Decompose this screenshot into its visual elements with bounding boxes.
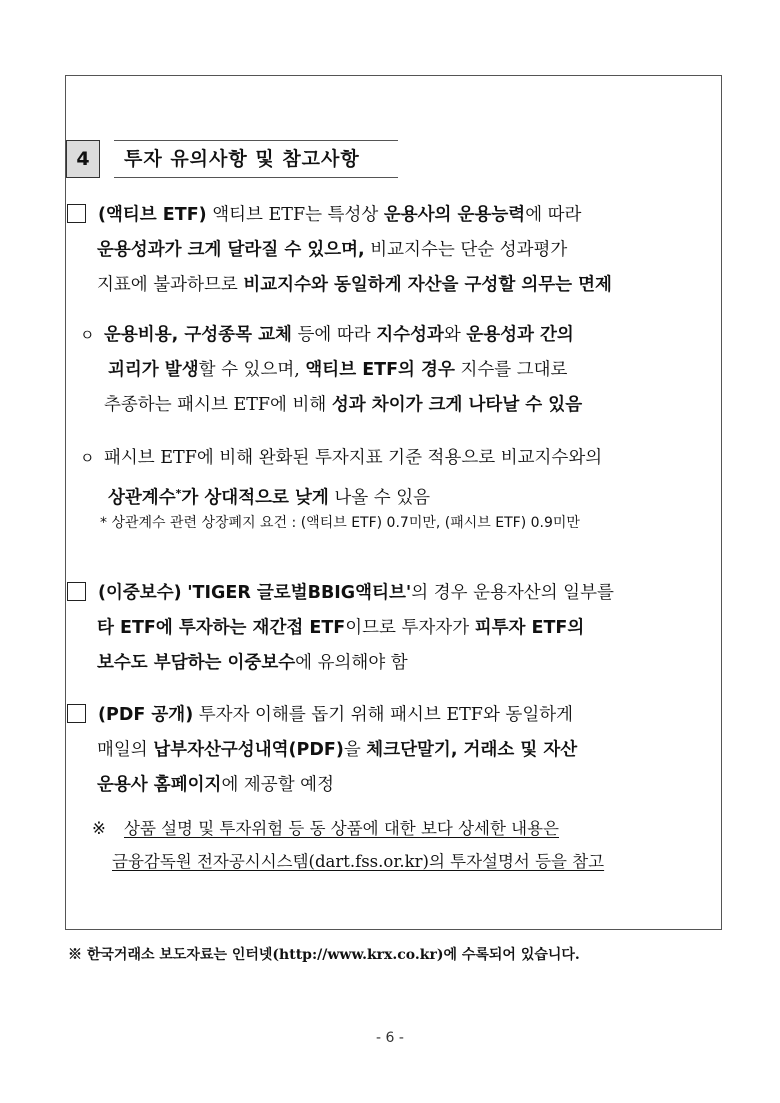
emphasis-text: 피투자 ETF의 xyxy=(474,618,585,638)
emphasis-text: 괴리가 발생 xyxy=(108,360,199,380)
section-number: 4 xyxy=(66,140,100,178)
body-text: 할 수 있으며, xyxy=(198,360,306,380)
body-text: 을 xyxy=(343,740,367,760)
body-text: 에 제공할 예정 xyxy=(221,775,334,795)
emphasis-text: 납부자산구성내역(PDF) xyxy=(153,740,344,760)
page-number: - 6 - xyxy=(376,1030,404,1046)
section-title: 투자 유의사항 및 참고사항 xyxy=(114,140,398,178)
correlation-term: 상관계수 xyxy=(108,488,176,508)
body-text: 액티브 ETF는 특성상 xyxy=(206,205,384,225)
correlation-footnote: * 상관계수 관련 상장폐지 요건 : (액티브 ETF) 0.7미만, (패시브 ETF) 0.9미만 xyxy=(100,515,580,531)
body-text: 이므로 투자자가 xyxy=(345,618,475,638)
body-text: 등에 따라 xyxy=(291,325,377,345)
emphasis-text: 비교지수와 동일하게 자산을 구성할 의무는 면제 xyxy=(243,275,612,295)
body-text: 와 xyxy=(443,325,467,345)
emphasis-text: 보수도 부담하는 이중보수 xyxy=(97,653,296,673)
emphasis-text: (이중보수) xyxy=(98,583,182,603)
checkbox-icon xyxy=(67,204,86,223)
body-text: 에 유의해야 함 xyxy=(295,653,408,673)
note-line-1: 상품 설명 및 투자위험 등 동 상품에 대한 보다 상세한 내용은 xyxy=(124,819,559,838)
bullet-circle-icon: ㅇ xyxy=(80,449,95,467)
paragraph-tracking-gap xyxy=(80,318,582,423)
emphasis-text: 운용사의 운용능력 xyxy=(383,205,526,225)
paragraph-double-fee xyxy=(67,576,614,681)
emphasis-text: 액티브 ETF의 경우 xyxy=(305,360,455,380)
body-text: 패시브 ETF에 비해 완화된 투자지표 기준 적용으로 비교지수와의 xyxy=(104,448,603,468)
body-text: 지표에 불과하므로 xyxy=(97,275,244,295)
emphasis-text: (PDF 공개) xyxy=(98,705,194,725)
checkbox-icon xyxy=(67,582,86,601)
emphasis-text: 지수성과 xyxy=(376,325,444,345)
body-text: 의 경우 운용자산의 일부를 xyxy=(411,583,614,603)
paragraph-pdf-disclosure xyxy=(67,698,577,803)
emphasis-text: 운용성과 간의 xyxy=(466,325,574,345)
body-text: 지수를 그대로 xyxy=(454,360,568,380)
paragraph-correlation xyxy=(80,441,602,511)
correlation-lower: 가 상대적으로 낮게 xyxy=(181,488,329,508)
reference-note xyxy=(92,812,604,878)
emphasis-text: 운용사 홈페이지 xyxy=(97,775,222,795)
body-text: 매일의 xyxy=(97,740,154,760)
body-text: 투자자 이해를 돕기 위해 패시브 ETF와 동일하게 xyxy=(193,705,574,725)
body-text: 추종하는 패시브 ETF에 비해 xyxy=(104,395,332,415)
body-text: 에 따라 xyxy=(525,205,582,225)
bullet-circle-icon: ㅇ xyxy=(80,326,95,344)
emphasis-text: 'TIGER 글로벌BBIG액티브' xyxy=(187,583,412,603)
emphasis-text: (액티브 ETF) xyxy=(98,205,207,225)
reference-mark-icon: ※ xyxy=(92,819,106,838)
checkbox-icon xyxy=(67,704,86,723)
body-text: 비교지수는 단순 성과평가 xyxy=(364,240,568,260)
emphasis-text: 운용비용, 구성종목 교체 xyxy=(104,325,292,345)
emphasis-text: 성과 차이가 크게 나타날 수 있음 xyxy=(331,395,583,415)
press-release-notice: ※ 한국거래소 보도자료는 인터넷(http://www.krx.co.kr)에 수록되어 있습니다. xyxy=(68,947,580,963)
note-line-2: 금융감독원 전자공시시스템(dart.fss.or.kr)의 투자설명서 등을 참고 xyxy=(112,852,605,871)
emphasis-text: 체크단말기, 거래소 및 자산 xyxy=(366,740,578,760)
footnote-mark: * xyxy=(175,487,182,500)
emphasis-text: 타 ETF에 투자하는 재간접 ETF xyxy=(97,618,346,638)
correlation-rest: 나올 수 있음 xyxy=(328,488,431,508)
paragraph-active-etf xyxy=(67,198,612,303)
emphasis-text: 운용성과가 크게 달라질 수 있으며, xyxy=(97,240,365,260)
